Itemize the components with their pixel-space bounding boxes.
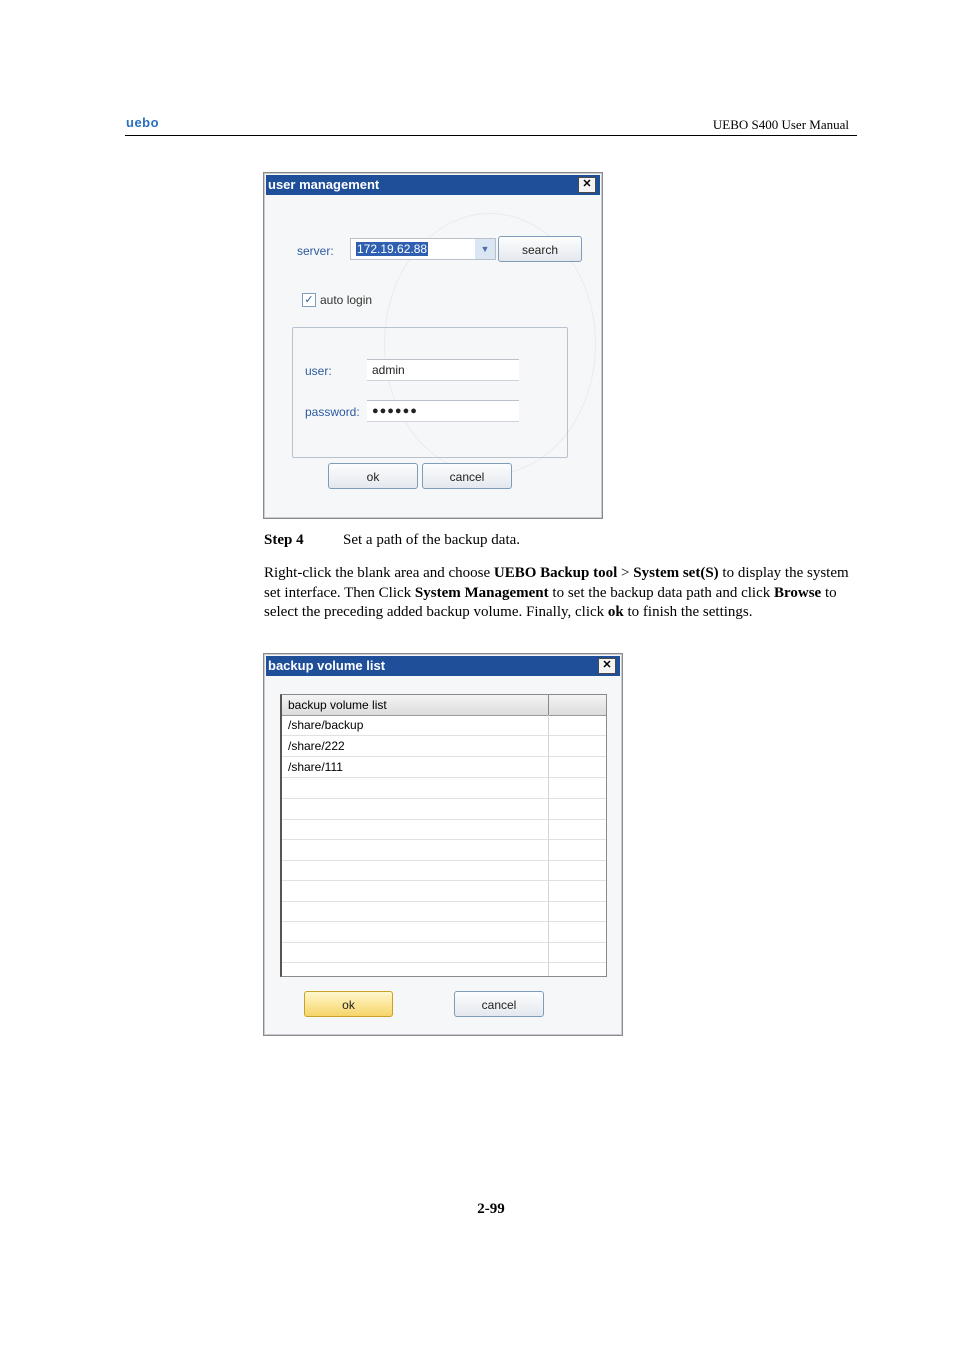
table-row-empty <box>282 819 606 840</box>
table-row-empty <box>282 860 606 881</box>
table-row-empty <box>282 922 606 943</box>
instruction-paragraph: Right-click the blank area and choose UEBO Backup tool > System set(S) to display the system set interface. Then Click System Management to set the backup data path and click Browse to select the preceding added backup volume. Finally, click ok to finish the settings. <box>264 565 849 620</box>
manual-title: UEBO S400 User Manual <box>712 117 849 132</box>
table-row-empty <box>282 942 606 963</box>
column-header-volume[interactable]: backup volume list <box>288 698 387 712</box>
volume-table <box>280 694 607 977</box>
table-row-empty <box>282 901 606 922</box>
table-row-empty <box>282 881 606 902</box>
ok-button[interactable]: ok <box>304 991 393 1017</box>
column-divider <box>548 695 549 715</box>
auto-login-checkbox[interactable]: ✓ <box>302 293 316 307</box>
volume-path: /share/backup <box>288 718 364 732</box>
close-icon[interactable]: ✕ <box>578 177 596 193</box>
dialog-title-bar <box>266 656 620 676</box>
page-number: 2-99 <box>477 1201 505 1217</box>
chevron-down-icon[interactable]: ▼ <box>475 239 495 259</box>
dialog-title: backup volume list <box>268 658 386 673</box>
step-label: Step 4 <box>264 532 304 548</box>
table-row[interactable] <box>282 715 606 736</box>
header-divider <box>125 135 857 136</box>
table-row[interactable] <box>282 757 606 778</box>
table-header <box>282 695 606 716</box>
user-label: user: <box>305 364 332 378</box>
backup-volume-list-dialog <box>263 653 623 1036</box>
cancel-button[interactable]: cancel <box>454 991 544 1017</box>
credentials-group <box>292 327 568 458</box>
uebo-logo: uebo <box>126 115 160 130</box>
user-management-dialog <box>263 172 603 519</box>
volume-path: /share/222 <box>288 739 345 753</box>
table-row[interactable] <box>282 736 606 757</box>
cancel-button[interactable]: cancel <box>422 463 512 489</box>
password-label: password: <box>305 405 360 419</box>
user-field[interactable]: admin <box>367 359 519 381</box>
volume-path: /share/111 <box>288 760 343 774</box>
table-row-empty <box>282 840 606 861</box>
server-label: server: <box>297 244 334 258</box>
ok-button[interactable]: ok <box>328 463 418 489</box>
search-button[interactable]: search <box>498 236 582 262</box>
step-text: Set a path of the backup data. <box>343 532 521 548</box>
auto-login-label: auto login <box>320 293 373 307</box>
password-field[interactable]: ●●●●●● <box>367 400 519 422</box>
dialog-title-bar <box>266 175 600 195</box>
close-icon[interactable]: ✕ <box>598 658 616 674</box>
server-value: 172.19.62.88 <box>357 242 428 256</box>
server-select[interactable] <box>350 238 496 260</box>
table-row-empty <box>282 778 606 799</box>
dialog-title: user management <box>268 177 380 192</box>
table-row-empty <box>282 799 606 820</box>
